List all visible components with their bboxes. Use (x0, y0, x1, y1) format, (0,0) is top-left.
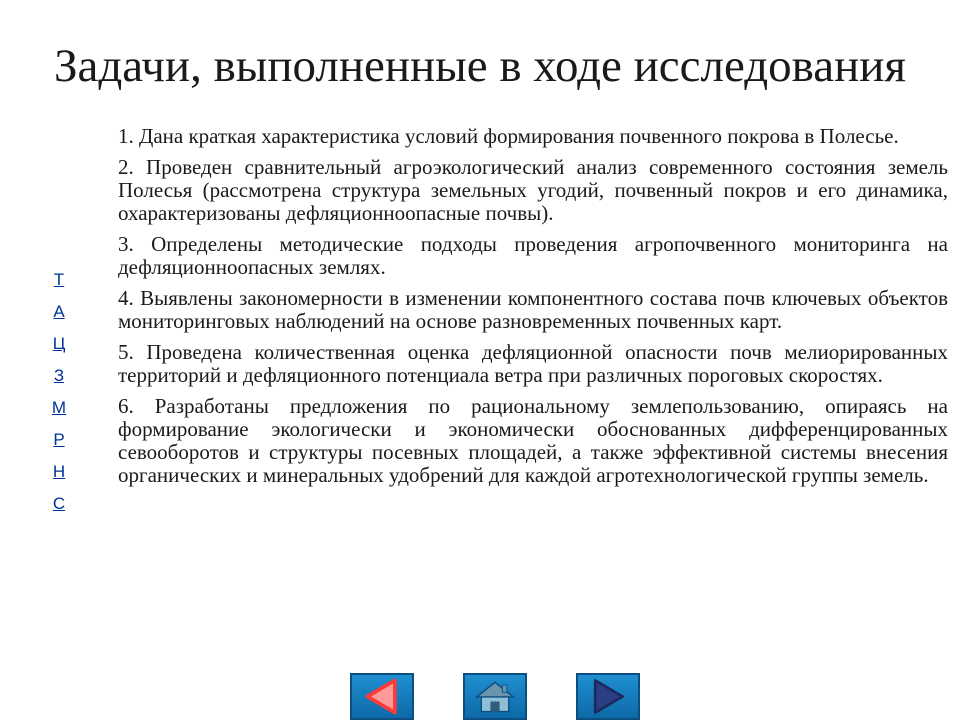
side-nav-link-m[interactable]: М (51, 398, 67, 417)
previous-slide-button[interactable] (350, 673, 414, 720)
side-nav-link-n[interactable]: Н (52, 462, 66, 481)
side-nav-link-r[interactable]: Р (53, 430, 65, 449)
side-nav-link-s[interactable]: С (52, 494, 66, 513)
task-item-6: 6. Разработаны предложения по рациональному землепользованию, опираясь на формирование экологически и экономически обоснованных дифференцированных севооборотов и структуры посевных площадей, а также эффективной системы внесения органических и минеральных удобрений для каждой агротехнологической группы земель. (118, 394, 948, 487)
task-item-5: 5. Проведена количественная оценка дефляционной опасности почв мелиорированных территорий и дефляционного потенциала ветра при различных пороговых скоростях. (118, 340, 948, 387)
task-item-4: 4. Выявлены закономерности в изменении компонентного состава почв ключевых объектов мониторинговых наблюдений на основе разновременных почвенных карт. (118, 286, 948, 333)
task-item-1: 1. Дана краткая характеристика условий формирования почвенного покрова в Полесье. (118, 124, 899, 148)
side-nav-item (44, 332, 74, 364)
side-nav-link-ts[interactable]: Ц (52, 334, 66, 353)
side-nav-link-t[interactable]: Т (53, 270, 65, 289)
triangle-right-icon (578, 675, 638, 718)
task-item-2: 2. Проведен сравнительный агроэкологический анализ современного состояния земель Полесья (рассмотрена структура земельных угодий, почвенный покров и его динамика, охарактеризованы дефляционноопасные почвы). (118, 155, 948, 225)
side-nav-link-a[interactable]: А (53, 302, 65, 321)
side-nav-item (44, 492, 74, 524)
home-button[interactable] (463, 673, 527, 720)
task-item-3: 3. Определены методические подходы проведения агропочвенного мониторинга на дефляционноопасных землях. (118, 232, 948, 279)
side-nav (44, 268, 74, 524)
slide-nav-buttons (350, 673, 630, 720)
side-nav-item (44, 460, 74, 492)
side-nav-item (44, 268, 74, 300)
slide-title: Задачи, выполненные в ходе исследования (53, 40, 906, 92)
side-nav-item (44, 428, 74, 460)
side-nav-item (44, 300, 74, 332)
side-nav-item (44, 364, 74, 396)
task-list (118, 125, 948, 495)
side-nav-item (44, 396, 74, 428)
next-slide-button[interactable] (576, 673, 640, 720)
side-nav-link-z[interactable]: З (53, 366, 65, 385)
triangle-left-icon (352, 675, 412, 718)
home-icon (465, 675, 525, 718)
